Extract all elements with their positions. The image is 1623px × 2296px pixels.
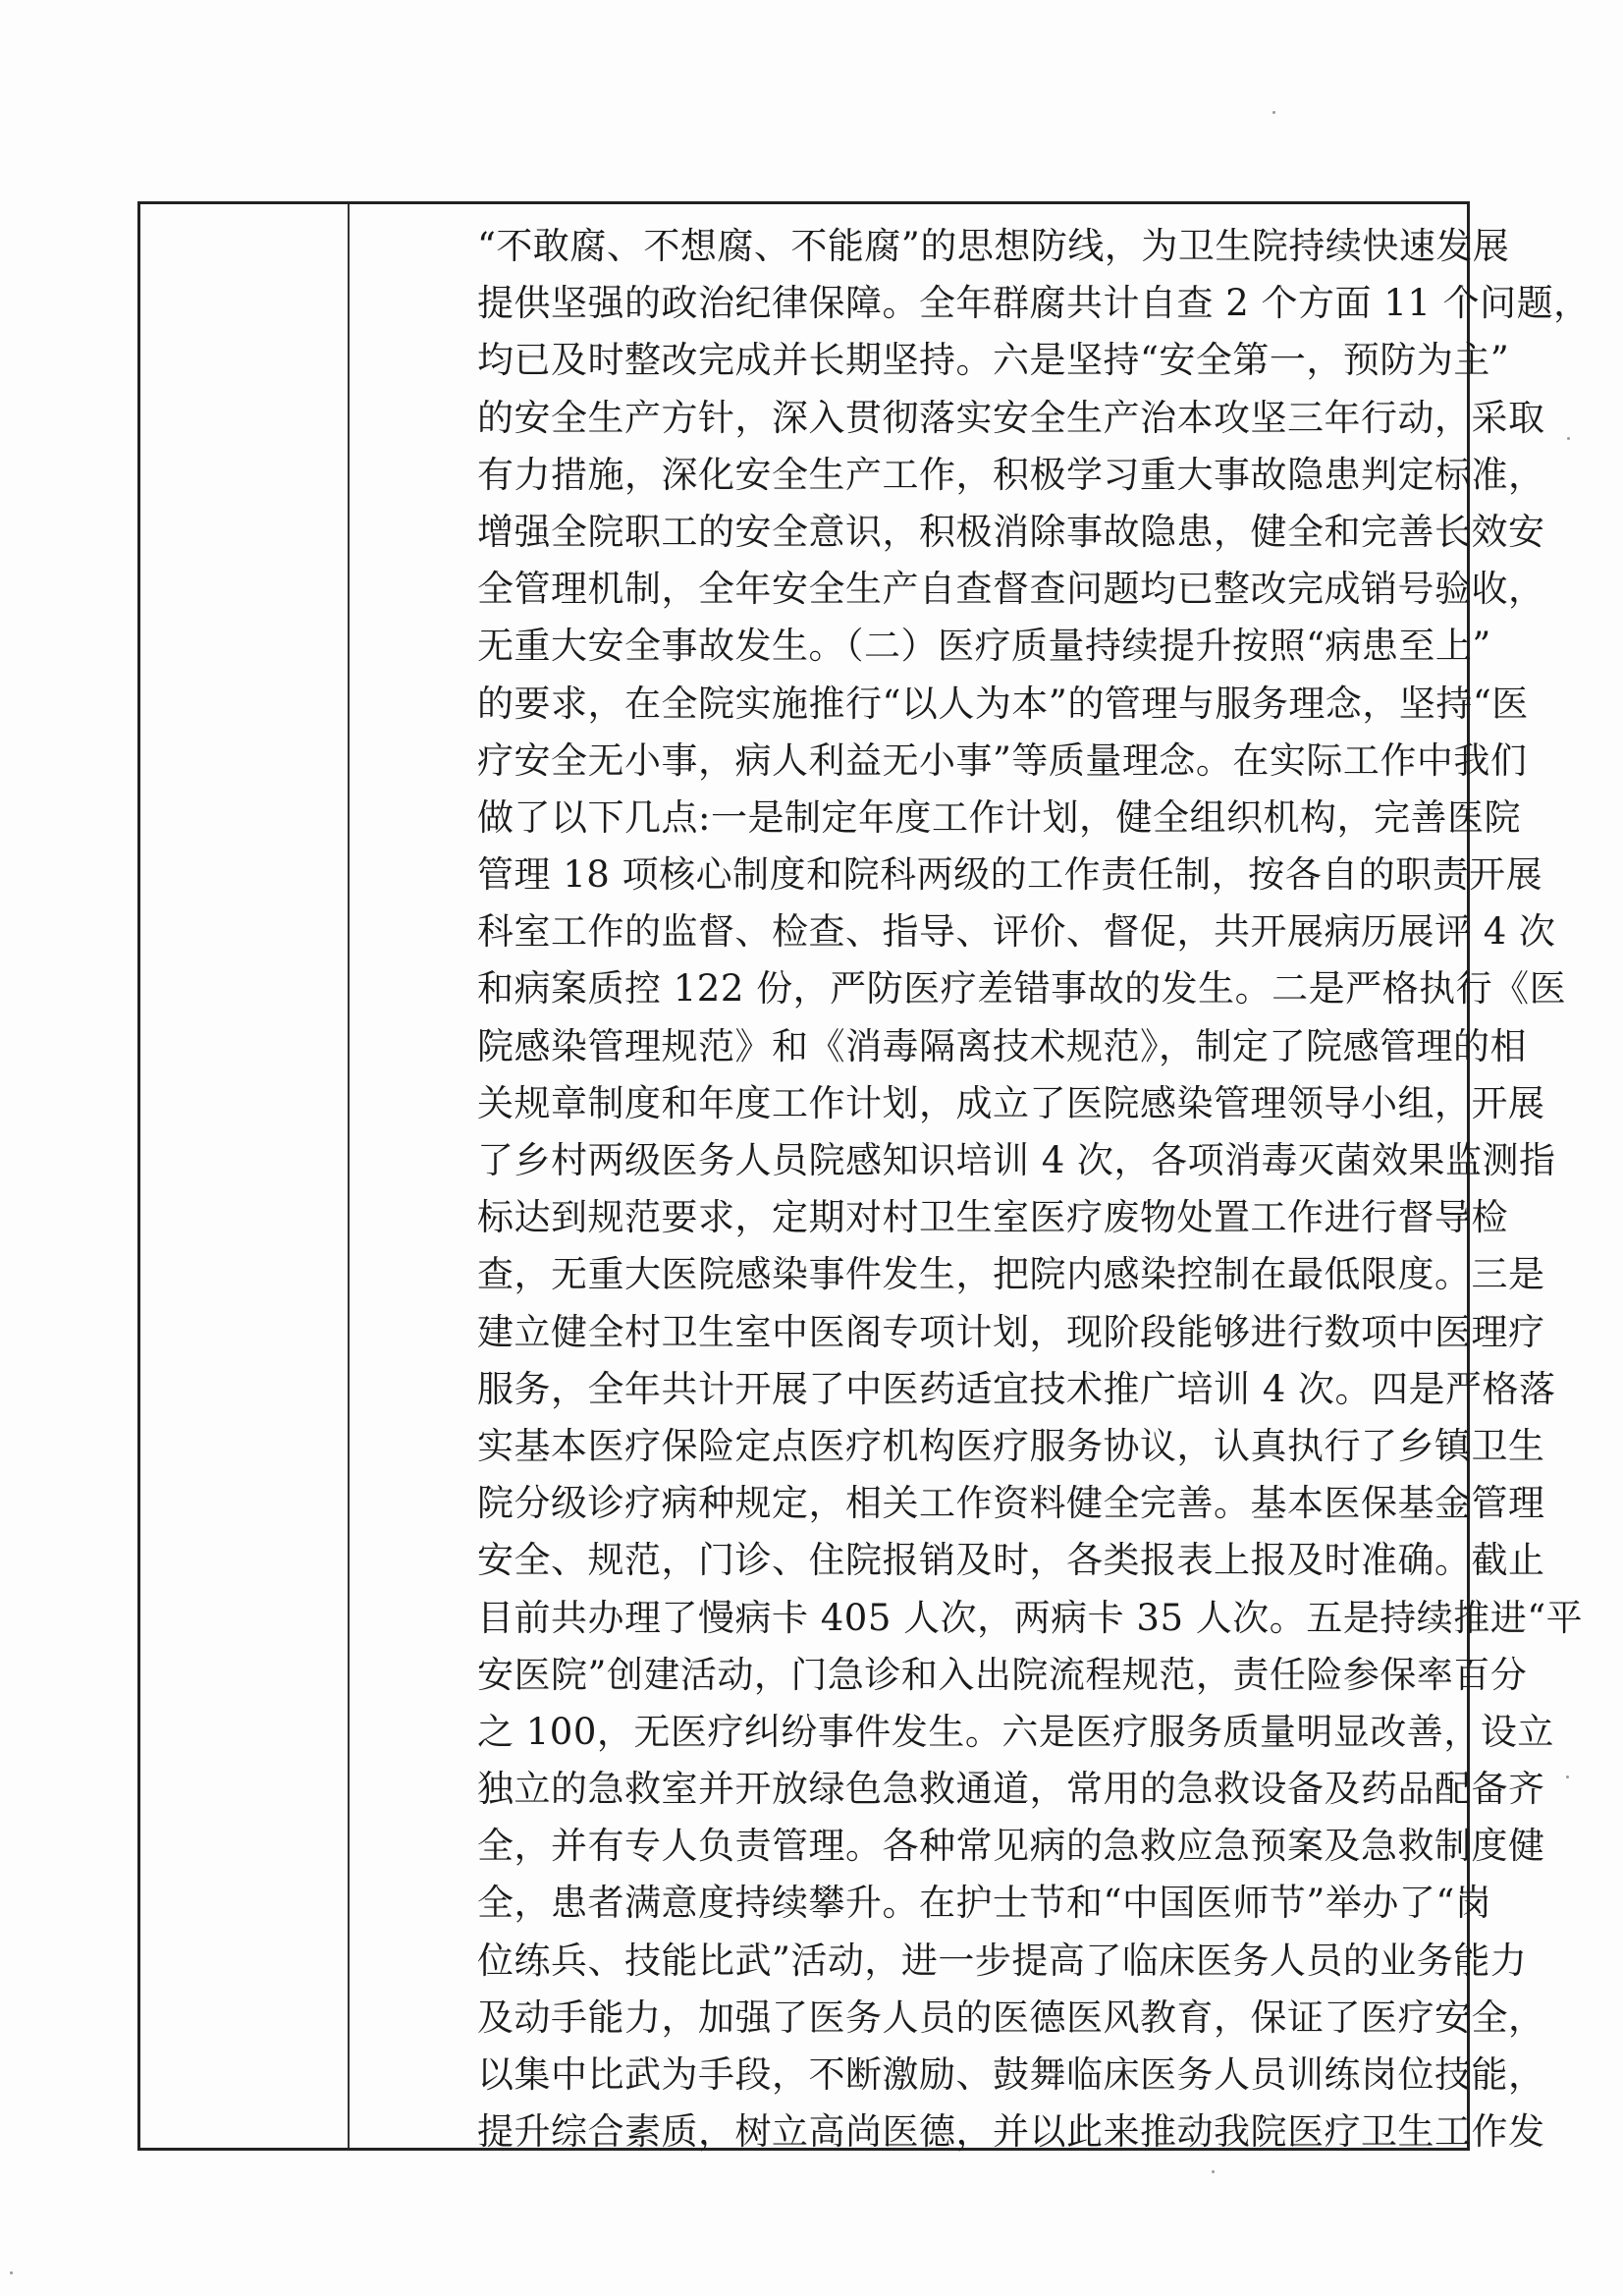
text-line: 及动手能力，加强了医务人员的医德医风教育，保证了医疗安全， <box>477 1995 1545 2039</box>
text-line: 提供坚强的政治纪律保障。全年群腐共计自查 2 个方面 11 个问题， <box>477 282 1591 325</box>
text-line: 了乡村两级医务人员院感知识培训 4 次，各项消毒灭菌效果监测指 <box>477 1139 1556 1181</box>
text-line: 无重大安全事故发生。（二）医疗质量持续提升按照“病患至上” <box>477 625 1491 668</box>
scan-speck <box>1212 2170 1215 2173</box>
report-table <box>137 201 1591 2154</box>
text-line: 全，患者满意度持续攀升。在护士节和“中国医师节”举办了“岗 <box>477 1882 1492 1925</box>
text-line: 建立健全村卫生室中医阁专项计划，现阶段能够进行数项中医理疗 <box>477 1310 1545 1353</box>
body-paragraph <box>477 218 1591 2160</box>
text-line: 增强全院职工的安全意识，积极消除事故隐患，健全和完善长效安 <box>477 510 1545 553</box>
text-line: 标达到规范要求，定期对村卫生室医疗废物处置工作进行督导检 <box>477 1196 1508 1239</box>
table-label-cell <box>140 204 350 2148</box>
text-line: 疗安全无小事，病人利益无小事”等质量理念。在实际工作中我们 <box>477 738 1528 782</box>
text-line: 服务，全年共计开展了中医药适宜技术推广培训 4 次。四是严格落 <box>477 1367 1556 1410</box>
text-line: 全，并有专人负责管理。各种常见病的急救应急预案及急救制度健 <box>477 1825 1545 1868</box>
table-content-cell <box>350 204 1591 2154</box>
text-line: 院感染管理规范》和《消毒隔离技术规范》，制定了院感管理的相 <box>477 1024 1527 1067</box>
text-line: 以集中比武为手段，不断激励、鼓舞临床医务人员训练岗位技能， <box>477 2053 1545 2096</box>
text-line: 院分级诊疗病种规定，相关工作资料健全完善。基本医保基金管理 <box>477 1482 1545 1525</box>
scan-speck <box>10 2271 13 2274</box>
text-line: 管理 18 项核心制度和院科两级的工作责任制，按各自的职责开展 <box>477 853 1543 897</box>
scan-speck <box>1272 111 1275 114</box>
text-line: “不敢腐、不想腐、不能腐”的思想防线，为卫生院持续快速发展 <box>477 225 1510 267</box>
text-line: 科室工作的监督、检查、指导、评价、督促，共开展病历展评 4 次 <box>477 910 1556 954</box>
text-line: 实基本医疗保险定点医疗机构医疗服务协议，认真执行了乡镇卫生 <box>477 1424 1545 1467</box>
text-line: 和病案质控 122 份，严防医疗差错事故的发生。二是严格执行《医 <box>477 967 1567 1011</box>
text-line: 做了以下几点:一是制定年度工作计划，健全组织机构，完善医院 <box>477 795 1521 839</box>
text-line: 独立的急救室并开放绿色急救通道，常用的急救设备及药品配备齐 <box>477 1768 1545 1811</box>
text-line: 之 100，无医疗纠纷事件发生。六是医疗服务质量明显改善，设立 <box>477 1710 1554 1753</box>
text-line: 提升综合素质，树立高尚医德，并以此来推动我院医疗卫生工作发 <box>477 2110 1545 2154</box>
scan-speck <box>1566 1776 1569 1778</box>
text-line: 全管理机制，全年安全生产自查督查问题均已整改完成销号验收， <box>477 568 1545 611</box>
text-line: 查，无重大医院感染事件发生，把院内感染控制在最低限度。三是 <box>477 1253 1545 1296</box>
text-line: 的安全生产方针，深入贯彻落实安全生产治本攻坚三年行动，采取 <box>477 396 1545 439</box>
text-line: 安全、规范，门诊、住院报销及时，各类报表上报及时准确。截止 <box>477 1539 1545 1582</box>
scan-speck <box>1567 437 1570 440</box>
text-line: 位练兵、技能比武”活动，进一步提高了临床医务人员的业务能力 <box>477 1939 1528 1982</box>
text-line: 均已及时整改完成并长期坚持。六是坚持“安全第一，预防为主” <box>477 339 1510 382</box>
text-line: 安医院”创建活动，门急诊和入出院流程规范，责任险参保率百分 <box>477 1653 1528 1696</box>
text-line: 关规章制度和年度工作计划，成立了医院感染管理领导小组，开展 <box>477 1081 1545 1124</box>
text-line: 目前共办理了慢病卡 405 人次，两病卡 35 人次。五是持续推进“平 <box>477 1596 1584 1639</box>
text-line: 有力措施，深化安全生产工作，积极学习重大事故隐患判定标准， <box>477 453 1545 496</box>
text-line: 的要求，在全院实施推行“以人为本”的管理与服务理念，坚持“医 <box>477 682 1529 725</box>
